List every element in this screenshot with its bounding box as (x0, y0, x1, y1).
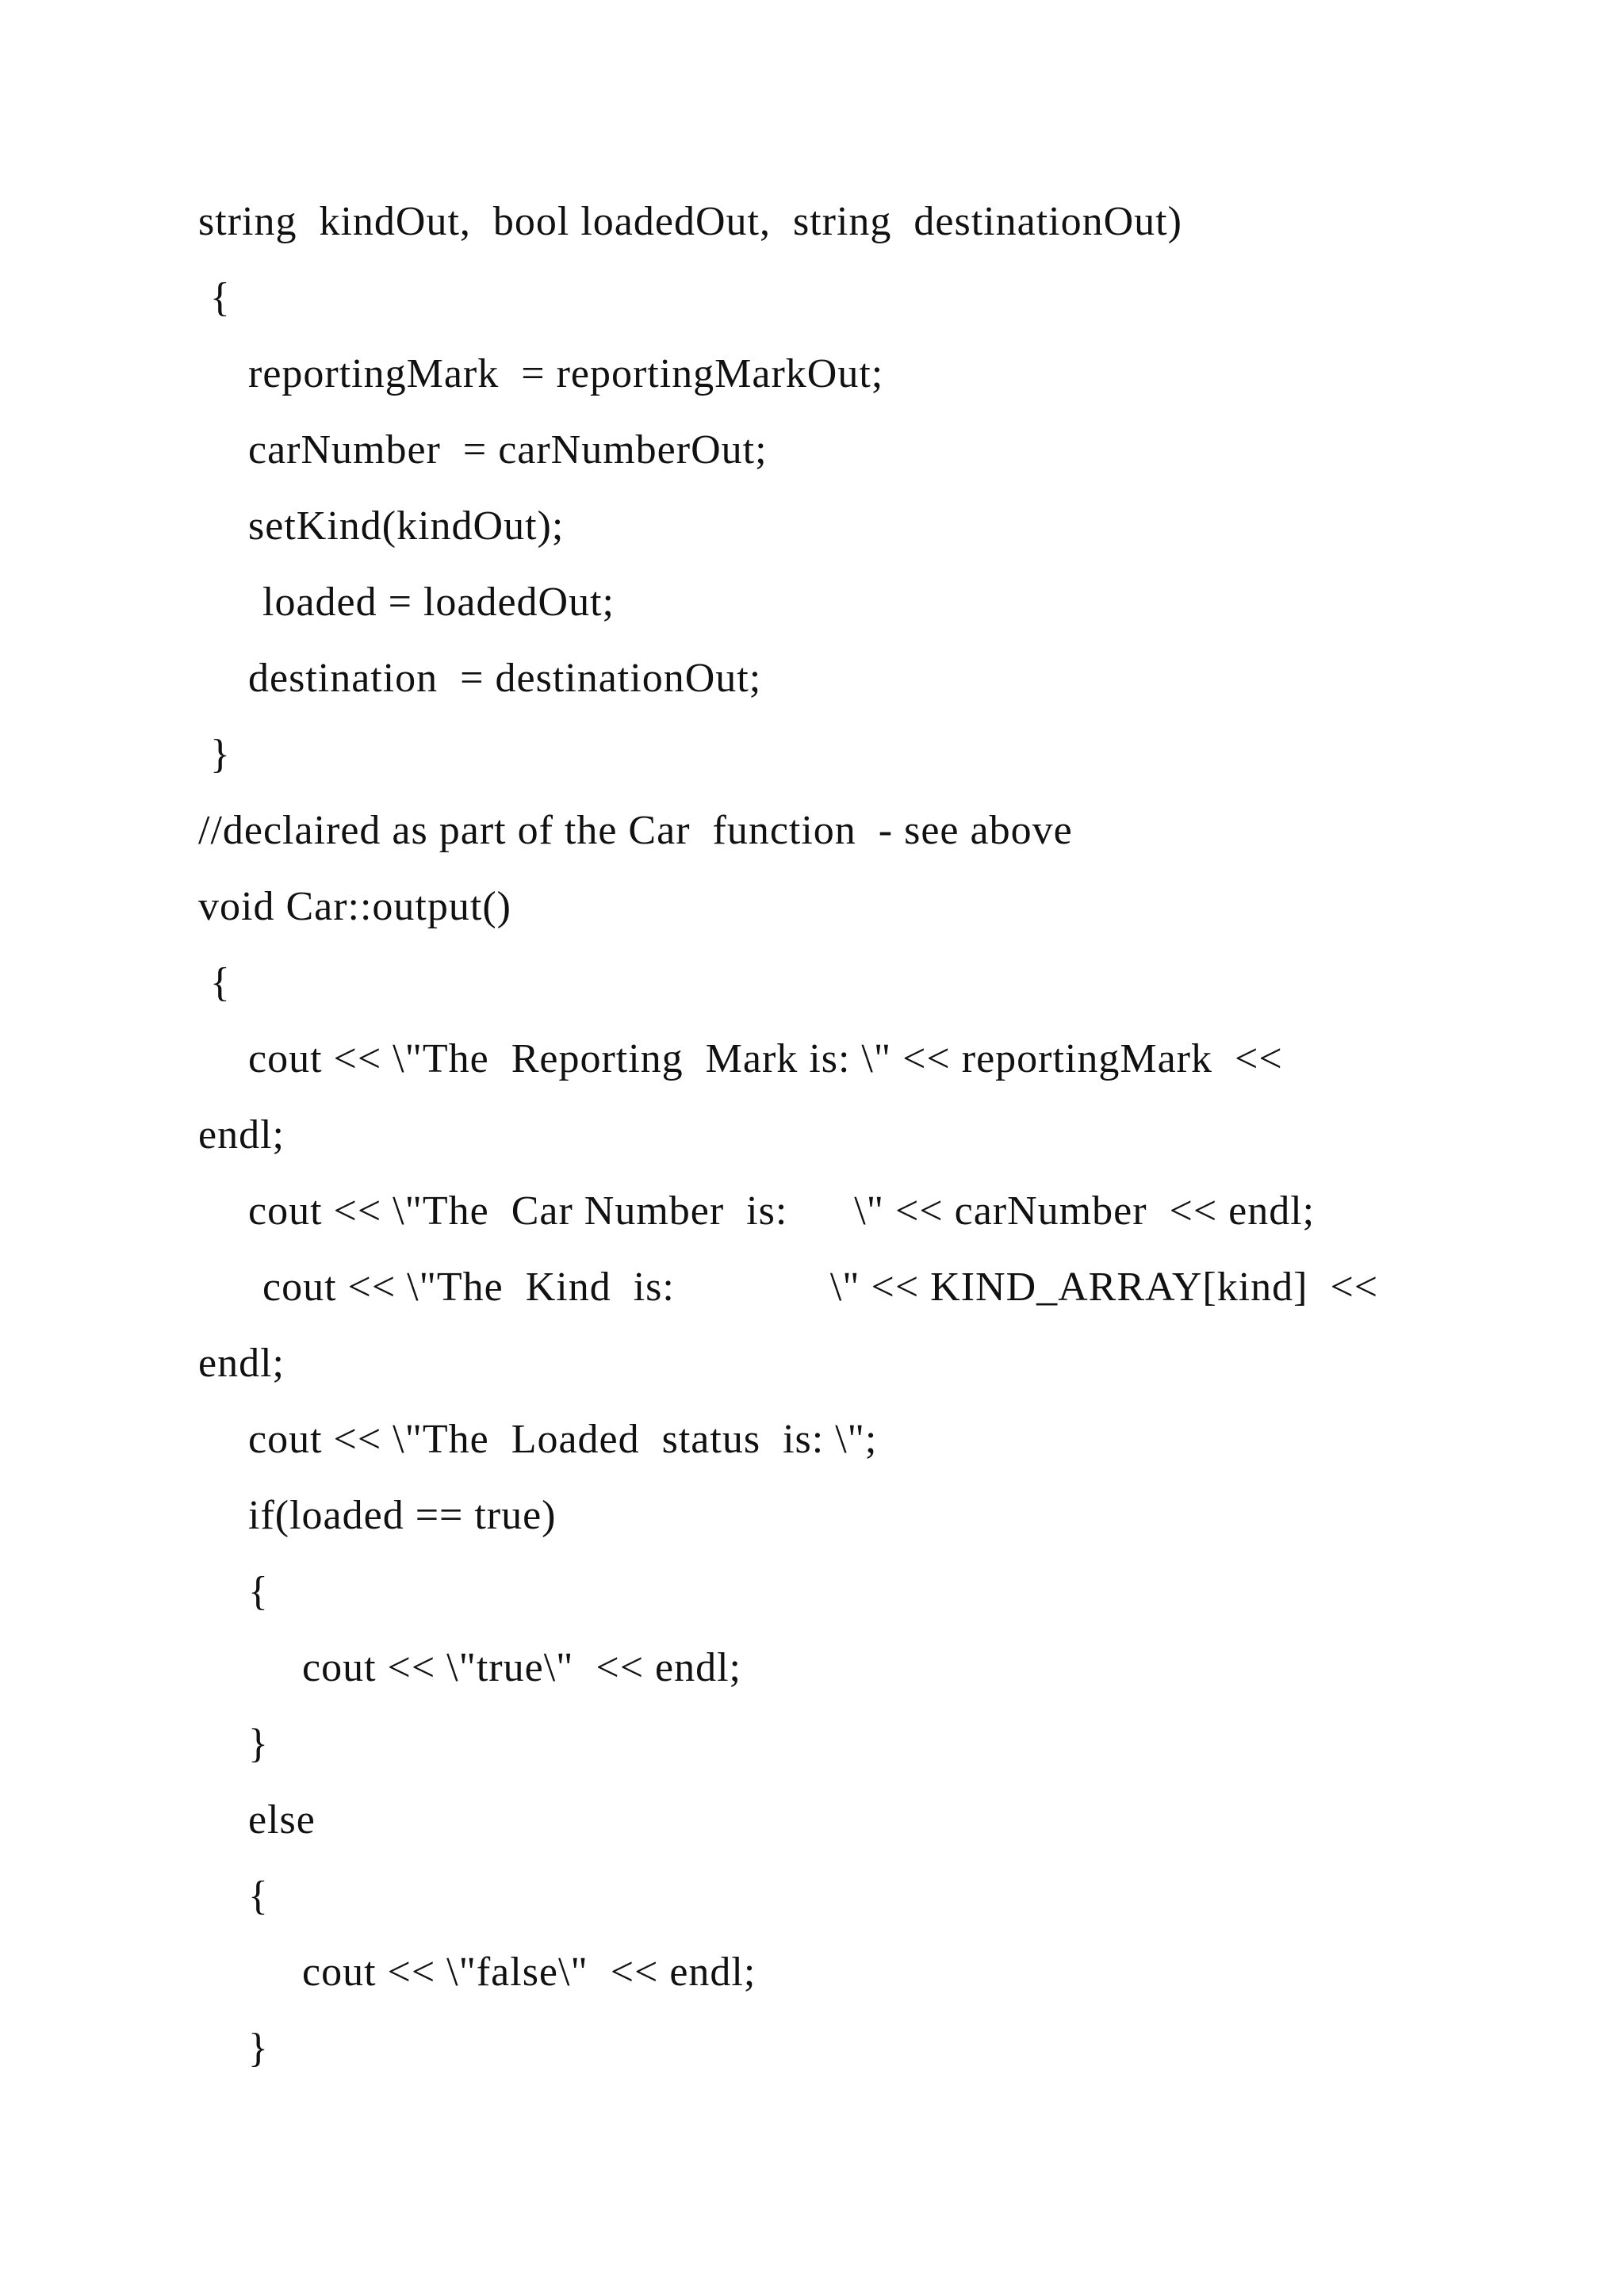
code-line-23: { (248, 1873, 269, 1919)
code-line-11: { (210, 960, 231, 1005)
code-line-3: reportingMark = reportingMarkOut; (248, 351, 884, 396)
code-line-2: { (210, 275, 231, 320)
code-line-17: cout << \"The Loaded status is: \"; (248, 1417, 878, 1462)
code-line-16: endl; (198, 1341, 285, 1386)
code-line-8: } (210, 732, 231, 777)
code-line-4: carNumber = carNumberOut; (248, 427, 768, 473)
code-line-10: void Car::output() (198, 884, 511, 929)
code-line-5: setKind(kindOut); (248, 503, 565, 549)
code-line-12: cout << \"The Reporting Mark is: \" << reportingMark << (248, 1036, 1283, 1081)
code-line-6: loaded = loadedOut; (262, 580, 615, 625)
code-line-20: cout << \"true\" << endl; (302, 1645, 741, 1690)
code-line-13: endl; (198, 1112, 285, 1158)
code-line-1: string kindOut, bool loadedOut, string destinationOut) (198, 199, 1182, 244)
code-line-21: } (248, 1721, 269, 1766)
code-line-18: if(loaded == true) (248, 1493, 557, 1538)
code-line-9: //declaired as part of the Car function - see above (198, 808, 1073, 853)
code-line-24: cout << \"false\" << endl; (302, 1950, 756, 1995)
code-line-19: { (248, 1569, 269, 1614)
code-line-25: } (248, 2026, 269, 2071)
code-line-7: destination = destinationOut; (248, 656, 762, 701)
code-line-14: cout << \"The Car Number is: \" << carNumber << endl; (248, 1188, 1316, 1234)
code-line-15: cout << \"The Kind is: \" << KIND_ARRAY[kind] << (262, 1265, 1379, 1310)
code-line-22: else (248, 1797, 316, 1843)
